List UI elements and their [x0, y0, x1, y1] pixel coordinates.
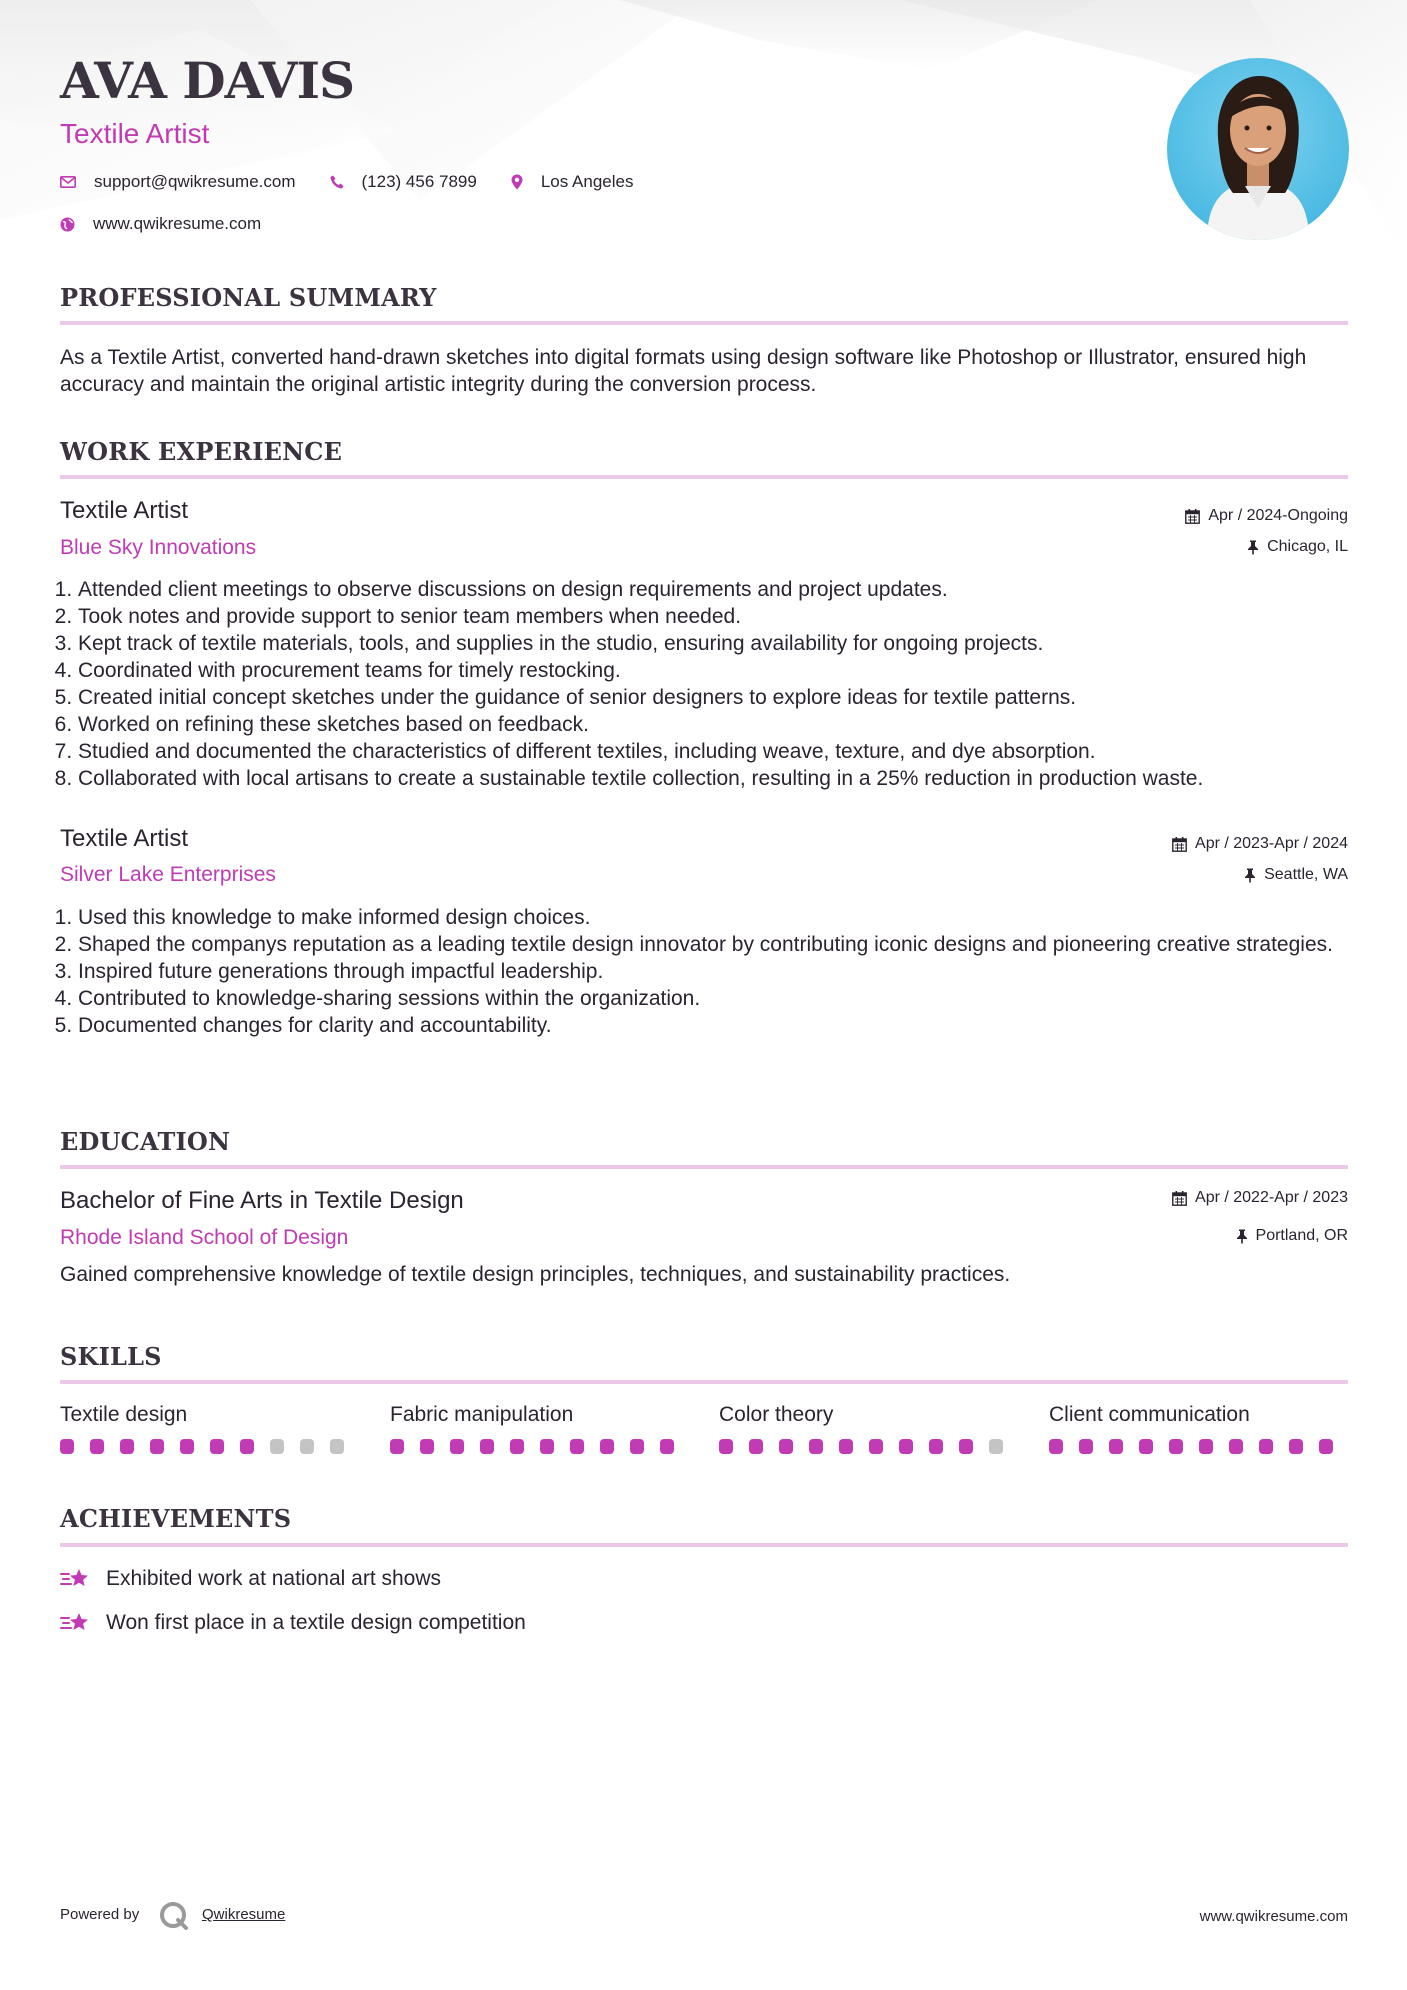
rating-dot-filled [749, 1439, 763, 1454]
rating-dot-filled [719, 1439, 733, 1454]
location-text: Portland, OR [1255, 1227, 1348, 1244]
achievements-heading: ACHIEVEMENTS [60, 1504, 292, 1533]
rating-dot-empty [300, 1439, 314, 1454]
rating-dot-filled [480, 1439, 494, 1454]
calendar-icon [1185, 509, 1200, 524]
email-text: support@qwikresume.com [94, 172, 296, 191]
candidate-name: AVA DAVIS [60, 51, 355, 110]
company-name: Silver Lake Enterprises [60, 863, 276, 886]
rating-dot-filled [150, 1439, 164, 1454]
education-description: Gained comprehensive knowledge of textile design principles, techniques, and sustainability practices. [60, 1263, 1011, 1286]
rating-dot-filled [60, 1439, 74, 1454]
rating-dot-filled [1199, 1439, 1213, 1454]
section-divider [60, 1165, 1348, 1169]
job-title: Textile Artist [60, 825, 189, 852]
list-item: 4. Contributed to knowledge-sharing sessions within the organization. [78, 985, 1368, 1012]
qwikresume-link[interactable]: Qwikresume [202, 1906, 286, 1923]
dates-text: Apr / 2022-Apr / 2023 [1195, 1189, 1348, 1206]
skill-item [719, 1403, 1019, 1454]
skill-label: Fabric manipulation [390, 1403, 574, 1426]
calendar-icon [1172, 837, 1187, 852]
achievement-item [60, 1566, 441, 1592]
rating-dot-filled [570, 1439, 584, 1454]
job-location [1247, 538, 1348, 556]
job-dates [1185, 507, 1348, 525]
rating-dot-filled [1169, 1439, 1183, 1454]
rating-dot-empty [270, 1439, 284, 1454]
skill-rating [390, 1439, 690, 1454]
candidate-title: Textile Artist [60, 118, 210, 149]
dates-text: Apr / 2023-Apr / 2024 [1195, 835, 1348, 852]
location-text: Seattle, WA [1264, 866, 1348, 883]
rating-dot-filled [660, 1439, 674, 1454]
list-item: 2. Took notes and provide support to senior team members when needed. [78, 603, 1368, 630]
education-location [1236, 1227, 1348, 1245]
school-name: Rhode Island School of Design [60, 1226, 349, 1249]
contact-website[interactable] [60, 214, 261, 234]
rating-dot-filled [959, 1439, 973, 1454]
rating-dot-filled [869, 1439, 883, 1454]
rating-dot-filled [839, 1439, 853, 1454]
pushpin-icon [1236, 1229, 1248, 1244]
achievement-item [60, 1610, 526, 1636]
skill-rating [60, 1439, 360, 1454]
rating-dot-filled [420, 1439, 434, 1454]
location-text: Chicago, IL [1267, 538, 1348, 555]
rating-dot-filled [779, 1439, 793, 1454]
section-divider [60, 475, 1348, 479]
skills-heading: SKILLS [60, 1342, 162, 1371]
rating-dot-filled [210, 1439, 224, 1454]
list-item: 6. Worked on refining these sketches based on feedback. [78, 711, 1368, 738]
rating-dot-filled [1319, 1439, 1333, 1454]
calendar-icon [1172, 1191, 1187, 1206]
summary-heading: PROFESSIONAL SUMMARY [60, 283, 437, 312]
experience-heading: WORK EXPERIENCE [60, 437, 343, 466]
job-bullets [60, 904, 1368, 1039]
rating-dot-filled [510, 1439, 524, 1454]
list-item: 2. Shaped the companys reputation as a leading textile design innovator by contributing iconic designs and pioneering creative strategies. [78, 931, 1368, 958]
list-item: 1. Attended client meetings to observe discussions on design requirements and project updates. [78, 576, 1368, 603]
rating-dot-filled [390, 1439, 404, 1454]
skill-item [60, 1403, 360, 1454]
phone-icon [330, 175, 344, 189]
list-item: 1. Used this knowledge to make informed design choices. [78, 904, 1368, 931]
website-row [60, 214, 295, 234]
education-heading: EDUCATION [60, 1127, 231, 1156]
skill-label: Textile design [60, 1403, 188, 1426]
rating-dot-filled [1229, 1439, 1243, 1454]
rating-dot-filled [1079, 1439, 1093, 1454]
phone-text: (123) 456 7899 [361, 172, 477, 191]
rating-dot-filled [450, 1439, 464, 1454]
rating-dot-filled [809, 1439, 823, 1454]
contact-location [511, 172, 634, 192]
skill-label: Color theory [719, 1403, 834, 1426]
envelope-icon [60, 176, 76, 188]
skill-rating [1049, 1439, 1349, 1454]
rating-dot-filled [630, 1439, 644, 1454]
degree-title: Bachelor of Fine Arts in Textile Design [60, 1187, 464, 1214]
rating-dot-filled [600, 1439, 614, 1454]
rating-dot-empty [989, 1439, 1003, 1454]
list-item: 5. Documented changes for clarity and accountability. [78, 1012, 1368, 1039]
rating-dot-filled [1049, 1439, 1063, 1454]
globe-icon [60, 217, 75, 232]
rating-dot-filled [120, 1439, 134, 1454]
job-location [1244, 866, 1348, 884]
skill-item [1049, 1403, 1349, 1454]
skill-item [390, 1403, 690, 1454]
map-pin-icon [511, 174, 523, 190]
rating-dot-filled [180, 1439, 194, 1454]
summary-text: As a Textile Artist, converted hand-drawn sketches into digital formats using design software like Photoshop or Illustrator, ensured high accuracy and maintain the original artistic integrity during the conversion process. [60, 346, 1307, 396]
job-dates [1172, 835, 1348, 853]
contact-row [60, 172, 667, 192]
rating-dot-filled [1259, 1439, 1273, 1454]
company-name: Blue Sky Innovations [60, 536, 257, 559]
section-divider [60, 1380, 1348, 1384]
section-divider [60, 321, 1348, 325]
location-text: Los Angeles [540, 172, 634, 191]
shooting-star-icon [60, 1566, 92, 1592]
rating-dot-filled [1109, 1439, 1123, 1454]
rating-dot-filled [540, 1439, 554, 1454]
dates-text: Apr / 2024-Ongoing [1208, 507, 1348, 524]
footer [60, 1900, 1348, 1934]
list-item: 4. Coordinated with procurement teams for timely restocking. [78, 657, 1368, 684]
qwikresume-logo-icon [158, 1900, 190, 1930]
rating-dot-filled [90, 1439, 104, 1454]
footer-website[interactable]: www.qwikresume.com [1199, 1908, 1348, 1925]
list-item: 5. Created initial concept sketches under the guidance of senior designers to explore ideas for textile patterns. [78, 684, 1368, 711]
achievement-text: Exhibited work at national art shows [106, 1567, 442, 1590]
section-divider [60, 1543, 1348, 1547]
rating-dot-filled [240, 1439, 254, 1454]
contact-email[interactable] [60, 172, 296, 192]
list-item: 3. Kept track of textile materials, tools, and supplies in the studio, ensuring availability for ongoing projects. [78, 630, 1368, 657]
achievement-text: Won first place in a textile design competition [106, 1611, 526, 1634]
list-item: 8. Collaborated with local artisans to create a sustainable textile collection, resulting in a 25% reduction in production waste. [78, 765, 1368, 792]
contact-phone[interactable] [330, 172, 477, 192]
pushpin-icon [1247, 540, 1259, 555]
rating-dot-filled [929, 1439, 943, 1454]
rating-dot-filled [1289, 1439, 1303, 1454]
skill-label: Client communication [1049, 1403, 1250, 1426]
shooting-star-icon [60, 1610, 92, 1636]
rating-dot-filled [1139, 1439, 1153, 1454]
profile-photo [1167, 58, 1349, 240]
list-item: 7. Studied and documented the characteristics of different textiles, including weave, texture, and dye absorption. [78, 738, 1368, 765]
website-text: www.qwikresume.com [93, 214, 262, 233]
list-item: 3. Inspired future generations through impactful leadership. [78, 958, 1368, 985]
education-dates [1172, 1189, 1348, 1207]
pushpin-icon [1244, 868, 1256, 883]
rating-dot-empty [330, 1439, 344, 1454]
job-title: Textile Artist [60, 497, 189, 524]
job-bullets [60, 576, 1368, 792]
skill-rating [719, 1439, 1019, 1454]
rating-dot-filled [899, 1439, 913, 1454]
powered-by-label: Powered by [60, 1906, 140, 1923]
